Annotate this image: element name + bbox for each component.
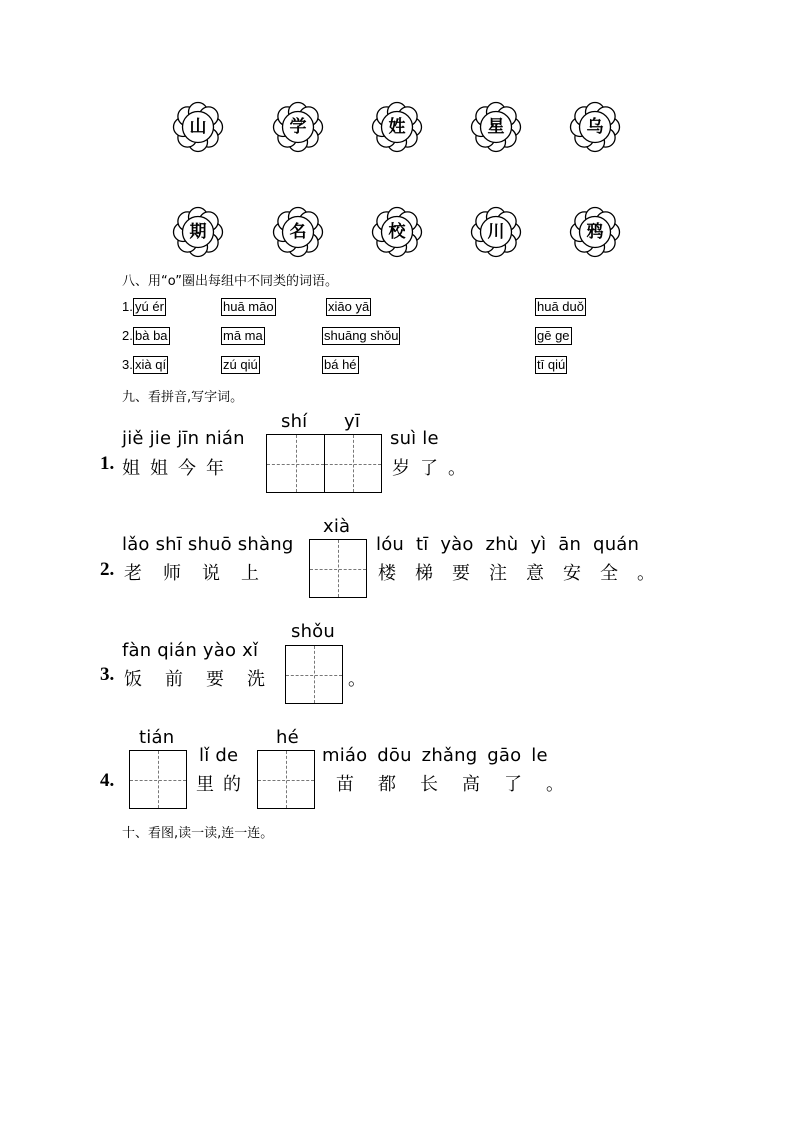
row-number: 1. xyxy=(122,299,133,314)
box-pinyin: tián xyxy=(139,727,175,748)
writing-grid[interactable] xyxy=(285,645,343,704)
box-pinyin: xià xyxy=(323,516,351,537)
question-number: 3. xyxy=(100,664,115,685)
flower-char-5: 乌 xyxy=(569,101,621,153)
word-option[interactable]: xià qí xyxy=(135,357,167,372)
box-pinyin: hé xyxy=(276,727,299,748)
writing-cell[interactable] xyxy=(286,646,342,703)
box-pinyin: yī xyxy=(344,411,361,432)
row-number: 3. xyxy=(122,357,133,372)
writing-cell[interactable] xyxy=(267,435,324,492)
word-option[interactable]: gē ge xyxy=(537,328,570,343)
box-pinyin: shǒu xyxy=(291,621,336,642)
word-option[interactable]: shuāng shǒu xyxy=(324,328,399,343)
writing-grid[interactable] xyxy=(257,750,315,809)
section-8-title: 八、用“o”圈出每组中不同类的词语。 xyxy=(122,274,338,289)
pinyin-before: lǎo shī shuō shàng xyxy=(122,534,294,555)
flower-char-10: 鸦 xyxy=(569,206,621,258)
hanzi-before: 饭前要洗 xyxy=(124,669,288,690)
word-option[interactable]: bá hé xyxy=(324,357,357,372)
section-10-title: 十、看图,读一读,连一连。 xyxy=(122,826,274,841)
writing-grid[interactable] xyxy=(129,750,187,809)
question-number: 4. xyxy=(100,770,115,791)
flower-char-8: 校 xyxy=(371,206,423,258)
word-option[interactable]: tī qiú xyxy=(537,357,566,372)
writing-cell[interactable] xyxy=(130,751,186,808)
hanzi-after: 。 xyxy=(348,669,376,690)
flower-char-6: 期 xyxy=(172,206,224,258)
row-number: 2. xyxy=(122,328,133,343)
word-option[interactable]: xiāo yā xyxy=(328,299,370,314)
pinyin-before: jiě jie jīn nián xyxy=(122,428,245,449)
word-option[interactable]: bà ba xyxy=(135,328,168,343)
flower-char-4: 星 xyxy=(470,101,522,153)
flower-char-9: 川 xyxy=(470,206,522,258)
pinyin-after: suì le xyxy=(390,428,439,449)
pinyin-after: lóu tī yào zhù yì ān quán xyxy=(376,534,640,555)
writing-cell[interactable] xyxy=(258,751,314,808)
hanzi-after: 岁了。 xyxy=(392,458,476,479)
writing-cell[interactable] xyxy=(324,435,381,492)
writing-grid[interactable] xyxy=(266,434,382,493)
question-number: 1. xyxy=(100,453,115,474)
flower-char-3: 姓 xyxy=(371,101,423,153)
box-pinyin: shí xyxy=(281,411,308,432)
writing-grid[interactable] xyxy=(309,539,367,598)
mid-pinyin: lǐ de xyxy=(199,745,239,766)
writing-cell[interactable] xyxy=(310,540,366,597)
question-number: 2. xyxy=(100,559,115,580)
hanzi-before: 老师说上 xyxy=(124,563,280,584)
mid-hanzi: 里的 xyxy=(196,774,250,795)
hanzi-before: 姐姐今年 xyxy=(122,458,234,479)
word-option[interactable]: mā ma xyxy=(223,328,263,343)
word-option[interactable]: huā māo xyxy=(223,299,274,314)
hanzi-after: 楼梯要注意安全。 xyxy=(378,563,674,584)
word-option[interactable]: yú ér xyxy=(135,299,164,314)
word-option[interactable]: huā duǒ xyxy=(537,299,584,314)
flower-char-2: 学 xyxy=(272,101,324,153)
section-9-title: 九、看拼音,写字词。 xyxy=(122,390,244,405)
word-option[interactable]: zú qiú xyxy=(223,357,258,372)
hanzi-after: 苗都长高了。 xyxy=(336,774,588,795)
flower-char-1: 山 xyxy=(172,101,224,153)
flower-char-7: 名 xyxy=(272,206,324,258)
pinyin-after: miáo dōu zhǎng gāo le xyxy=(322,745,548,766)
pinyin-before: fàn qián yào xǐ xyxy=(122,640,259,661)
